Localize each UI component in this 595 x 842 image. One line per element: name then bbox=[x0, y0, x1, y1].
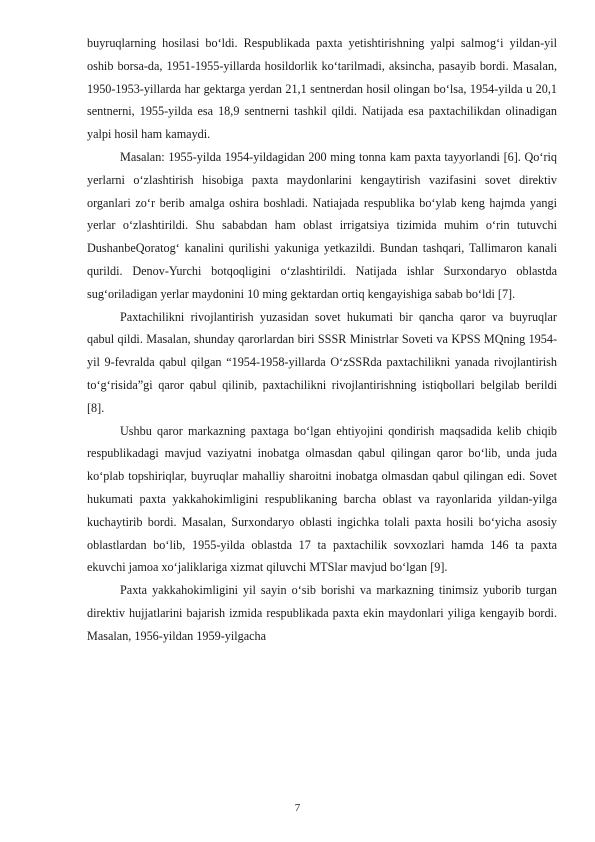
paragraph-monoculture-growth: Paxta yakkahokimligini yil sayin o‘sib borishi va markazning tinimsiz yuborib turgan direktiv hujjatlarini bajarish izmida respublikada paxta ekin maydonlari yiliga kengayib bordi. Masalan, 1956-yildan 1959-yilgacha bbox=[87, 583, 557, 643]
document-page bbox=[87, 32, 557, 648]
paragraph-government-decisions: Paxtachilikni rivojlantirish yuzasidan sovet hukumati bir qancha qaror va buyruqlar qabul qildi. Masalan, shunday qarorlardan biri SSSR Ministrlar Soveti va KPSS MQning 1954-yil 9-fevralda qabul qilgan “1954-1958-yillarda O‘zSSRda paxtachilikni yanada rivojlantirish to‘g‘risida”gi qaror qabul qilinib, paxtachilikni rivojlantirishning istiqbollari belgilab berildi [8]. bbox=[87, 309, 557, 415]
paragraph-cotton-decline: Masalan: 1955-yilda 1954-yildagidan 200 ming tonna kam paxta tayyorlandi [6]. Qo‘riq yerlarni o‘zlashtirish hisobiga paxta maydonlarini kengaytirish vazifasini sovet direktiv organlari zo‘r berib amalga oshira boshladi. Natiajada respublika bo‘ylab keng hajmda yangi yerlar o‘zlashtirildi. Shu sababdan ham oblast irrigatsiya tizimida muhim o‘rin tutuvchi DushanbeQoratog‘ kanalini qurilishi yakuniga yetkazildi. Bundan tashqari, Tallimaron kanali qurildi. Denov-Yurchi botqoqligini o‘zlashtirildi. Natijada ishlar Surxondaryo oblastda sug‘oriladigan yerlar maydonini 10 ming gektardan ortiq kengayishiga sabab bo‘ldi [7]. bbox=[87, 149, 557, 301]
paragraph-decree-analysis: Ushbu qaror markazning paxtaga bo‘lgan ehtiyojini qondirish maqsadida kelib chiqib respublikadagi mavjud vaziyatni inobatga olmasdan qabul qilingan qaror bo‘lib, unda juda ko‘plab topshiriqlar, buyruqlar mahalliy sharoitni inobatga olmasdan qabul qilingan edi. Sovet hukumati paxta yakkahokimligini respublikaning barcha oblast va rayonlarida yildan-yilga kuchaytirib bordi. Masalan, Surxondaryo oblasti ingichka tolali paxta hosili bo‘yicha asosiy oblastlardan bo‘lib, 1955-yilda oblastda 17 ta paxtachilik sovxozlari hamda 146 ta paxta ekuvchi jamoa xo‘jaliklariga xizmat qiluvchi MTSlar mavjud bo‘lgan [9]. bbox=[87, 423, 557, 575]
page-number: 7 bbox=[294, 802, 301, 814]
paragraph-continuation: buyruqlarning hosilasi bo‘ldi. Respublikada paxta yetishtirishning yalpi salmog‘i yildan-yil oshib borsa-da, 1951-1955-yillarda hosildorlik ko‘tarilmadi, aksincha, pasayib bordi. Masalan, 1950-1953-yillarda har gektarga yerdan 21,1 sentnerdan hosil olingan bo‘lsa, 1954-yilda u 20,1 sentnerni, 1955-yilda esa 18,9 sentnerni tashkil qildi. Natijada esa paxtachilikdan olinadigan yalpi hosil ham kamaydi. bbox=[87, 36, 557, 142]
